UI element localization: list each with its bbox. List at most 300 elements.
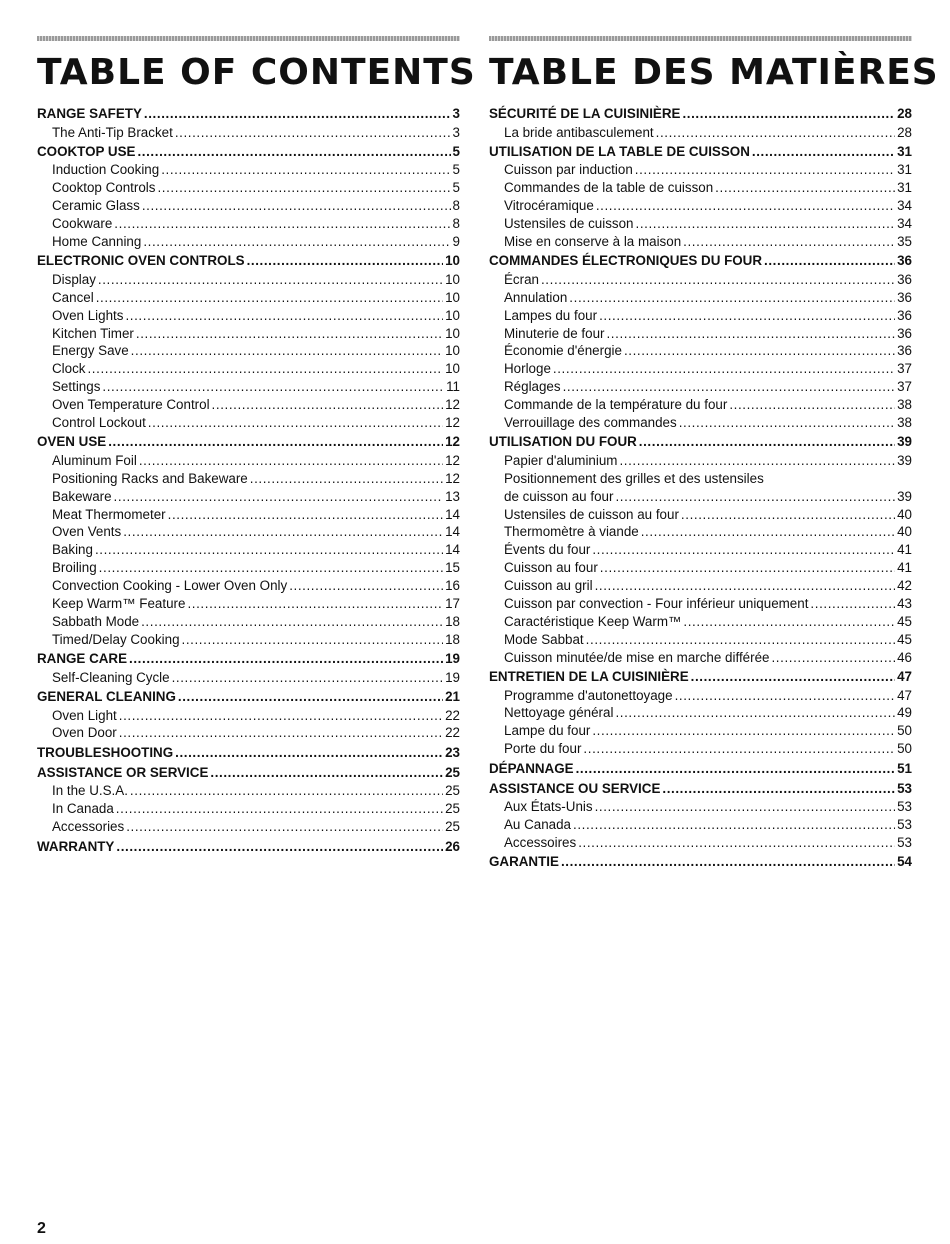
toc-entry-title: Mise en conserve à la maison: [504, 233, 682, 249]
toc-entry-title: Cuisson par induction: [504, 162, 633, 178]
toc-entry-title: Écran: [504, 271, 539, 287]
toc-entry-page: 26: [445, 838, 460, 854]
dot-leader: [729, 396, 895, 414]
toc-subsection-entry[interactable]: [489, 798, 912, 816]
toc-entry-page: 36: [897, 307, 912, 323]
toc-entry-title: Display: [52, 271, 96, 287]
toc-subsection-entry[interactable]: [489, 124, 912, 142]
toc-entry-page: 12: [445, 414, 460, 430]
toc-section-entry[interactable]: [489, 105, 912, 124]
toc-entry-title: Energy Save: [52, 343, 129, 359]
toc-entry-title: Cancel: [52, 289, 94, 305]
dot-leader: [578, 834, 895, 852]
toc-entry-page: 53: [897, 799, 912, 815]
toc-subsection-entry[interactable]: [37, 124, 460, 142]
dot-leader: [563, 378, 896, 396]
toc-entry-page: 45: [897, 631, 912, 647]
toc-entry-page: 8: [452, 216, 460, 232]
toc-section-entry[interactable]: [37, 105, 460, 124]
toc-entry-title: Cuisson minutée/de mise en marche différée: [504, 649, 770, 665]
toc-entry-page: 17: [445, 595, 460, 611]
toc-entry-page: 18: [445, 631, 460, 647]
toc-entry-title: Horloge: [504, 361, 551, 377]
dot-leader: [157, 179, 450, 197]
toc-subsection-entry[interactable]: [489, 631, 912, 649]
toc-entry-title: ASSISTANCE OR SERVICE: [37, 764, 209, 780]
toc-subsection-entry[interactable]: [489, 396, 912, 414]
toc-entry-title-continued: de cuisson au four: [504, 488, 614, 504]
toc-subsection-entry[interactable]: [37, 271, 460, 289]
toc-subsection-entry[interactable]: [489, 342, 912, 360]
dot-leader: [172, 669, 444, 687]
toc-entry-title: Settings: [52, 379, 101, 395]
dot-leader: [95, 541, 443, 559]
dot-leader: [606, 325, 895, 343]
english-toc-list: [37, 105, 460, 856]
toc-subsection-entry[interactable]: [37, 506, 460, 524]
toc-subsection-entry[interactable]: [37, 724, 460, 742]
toc-entry-title: Commande de la température du four: [504, 397, 728, 413]
toc-section-entry[interactable]: [489, 433, 912, 452]
toc-entry-title: Au Canada: [504, 817, 572, 832]
toc-subsection-entry[interactable]: [489, 360, 912, 378]
toc-subsection-entry[interactable]: [37, 414, 460, 432]
toc-subsection-entry[interactable]: [37, 342, 460, 360]
dot-leader: [187, 595, 443, 613]
toc-entry-page: 10: [445, 343, 460, 359]
dot-leader: [764, 252, 895, 270]
toc-section-entry[interactable]: [37, 838, 460, 857]
dot-leader: [639, 433, 895, 451]
toc-section-entry[interactable]: [37, 433, 460, 452]
toc-entry-title: Mode Sabbat: [504, 631, 584, 647]
toc-entry-page: 53: [897, 817, 912, 832]
toc-subsection-entry[interactable]: [37, 488, 460, 506]
dot-leader: [119, 707, 443, 725]
toc-entry-title: Minuterie de four: [504, 325, 605, 341]
dot-leader: [116, 838, 443, 856]
toc-subsection-entry[interactable]: [37, 818, 460, 836]
toc-section-entry[interactable]: [37, 143, 460, 162]
toc-entry-title: Meat Thermometer: [52, 506, 166, 522]
toc-entry-title: In Canada: [52, 801, 114, 817]
toc-entry-title: Cuisson au gril: [504, 578, 593, 594]
toc-subsection-entry[interactable]: [489, 523, 912, 541]
toc-entry-page: 12: [445, 397, 460, 413]
toc-subsection-entry[interactable]: [489, 325, 912, 343]
dot-leader: [114, 215, 450, 233]
toc-subsection-entry[interactable]: [37, 197, 460, 215]
toc-section-entry[interactable]: [489, 143, 912, 162]
dot-leader: [541, 271, 895, 289]
toc-entry-title: Annulation: [504, 289, 568, 305]
toc-subsection-entry[interactable]: [489, 649, 912, 667]
dot-leader: [178, 688, 443, 706]
dot-leader: [108, 433, 443, 451]
toc-entry-page: 39: [897, 452, 912, 468]
dot-leader: [182, 631, 444, 649]
toc-subsection-entry[interactable]: [489, 307, 912, 325]
toc-entry-title: UTILISATION DE LA TABLE DE CUISSON: [489, 143, 750, 159]
toc-entry-page: 35: [897, 233, 912, 249]
toc-entry-page: 40: [897, 524, 912, 540]
toc-entry-page: 12: [445, 452, 460, 468]
dot-leader: [130, 782, 443, 800]
toc-entry-title: Vitrocéramique: [504, 198, 594, 214]
dot-leader: [102, 378, 444, 396]
toc-entry-page: 49: [897, 705, 912, 721]
toc-entry-title: Programme d'autonettoyage: [504, 687, 673, 703]
toc-entry-page: 38: [897, 397, 912, 413]
toc-subsection-entry[interactable]: [37, 782, 460, 800]
toc-subsection-entry[interactable]: [37, 631, 460, 649]
toc-entry-page: 8: [452, 198, 460, 214]
dot-leader: [114, 488, 444, 506]
toc-entry-page: 31: [897, 143, 912, 159]
dot-leader: [98, 271, 443, 289]
toc-entry-page: 25: [445, 801, 460, 817]
toc-entry-title: TROUBLESHOOTING: [37, 744, 174, 760]
dot-leader: [141, 613, 443, 631]
toc-subsection-entry[interactable]: [489, 577, 912, 595]
toc-entry-page: 53: [897, 780, 912, 796]
toc-entry-title: Sabbath Mode: [52, 613, 140, 629]
dot-leader: [553, 360, 895, 378]
toc-section-entry[interactable]: [37, 744, 460, 763]
dot-leader: [595, 798, 896, 816]
toc-subsection-entry[interactable]: [489, 595, 912, 613]
toc-entry-title: Kitchen Timer: [52, 325, 134, 341]
toc-entry-page: 10: [445, 361, 460, 377]
toc-subsection-entry[interactable]: [37, 470, 460, 488]
toc-entry-title: Ustensiles de cuisson au four: [504, 506, 679, 522]
toc-entry-title: Convection Cooking - Lower Oven Only: [52, 578, 288, 594]
toc-subsection-entry[interactable]: [37, 378, 460, 396]
toc-entry-title: The Anti-Tip Bracket: [52, 124, 173, 140]
dot-leader: [99, 559, 443, 577]
dot-leader: [635, 161, 895, 179]
toc-section-entry[interactable]: [489, 668, 912, 687]
toc-entry-title: Accessoires: [504, 834, 577, 850]
dot-leader: [576, 760, 896, 778]
toc-subsection-entry[interactable]: [489, 722, 912, 740]
toc-subsection-entry[interactable]: [37, 613, 460, 631]
toc-subsection-entry[interactable]: [37, 396, 460, 414]
toc-subsection-entry[interactable]: [489, 271, 912, 289]
toc-subsection-entry[interactable]: [489, 197, 912, 215]
dot-leader: [137, 143, 450, 161]
toc-entry-title: GENERAL CLEANING: [37, 689, 176, 705]
toc-entry-title: In the U.S.A.: [52, 783, 128, 799]
toc-entry-page: 36: [897, 343, 912, 359]
dot-leader: [679, 414, 895, 432]
dot-leader: [641, 523, 895, 541]
toc-entry-page: 31: [897, 180, 912, 196]
toc-subsection-entry[interactable]: [37, 669, 460, 687]
toc-entry-title: Accessories: [52, 819, 125, 835]
toc-subsection-entry[interactable]: [37, 215, 460, 233]
toc-subsection-entry[interactable]: [37, 307, 460, 325]
toc-entry-page: 34: [897, 198, 912, 214]
toc-entry-page: 10: [445, 253, 460, 269]
toc-entry-page: 41: [897, 542, 912, 558]
toc-entry-title: SÉCURITÉ DE LA CUISINIÈRE: [489, 106, 681, 121]
toc-subsection-entry[interactable]: [37, 595, 460, 613]
toc-entry-page: 5: [452, 180, 460, 196]
dot-leader: [569, 289, 895, 307]
toc-entry-title: Cuisson au four: [504, 560, 598, 576]
toc-entry-page: 54: [897, 854, 912, 870]
toc-subsection-entry[interactable]: [37, 360, 460, 378]
dot-leader: [752, 143, 895, 161]
dot-leader: [683, 233, 895, 251]
toc-entry-title: Bakeware: [52, 488, 112, 504]
dot-leader: [123, 523, 443, 541]
toc-entry-title: UTILISATION DU FOUR: [489, 434, 637, 450]
toc-entry-page: 31: [897, 162, 912, 178]
toc-entry-title: Oven Temperature Control: [52, 397, 210, 413]
toc-entry-page: 25: [445, 764, 460, 780]
toc-section-entry[interactable]: [37, 764, 460, 783]
dot-leader: [586, 631, 895, 649]
toc-entry-title: Clock: [52, 361, 86, 377]
toc-entry-page: 36: [897, 271, 912, 287]
toc-subsection-entry[interactable]: [489, 233, 912, 251]
toc-subsection-entry[interactable]: [489, 740, 912, 758]
toc-entry-page: 3: [452, 106, 460, 121]
toc-entry-page: 19: [445, 651, 460, 667]
dot-leader: [212, 396, 444, 414]
toc-subsection-entry[interactable]: [37, 161, 460, 179]
dot-leader: [619, 452, 895, 470]
toc-entry-page: 14: [445, 524, 460, 540]
toc-entry-title: COMMANDES ÉLECTRONIQUES DU FOUR: [489, 253, 763, 269]
toc-entry-title: COOKTOP USE: [37, 143, 136, 159]
toc-subsection-entry[interactable]: [489, 704, 912, 722]
toc-subsection-entry[interactable]: [489, 834, 912, 852]
toc-entry-page: 22: [445, 707, 460, 723]
toc-subsection-entry[interactable]: [37, 289, 460, 307]
toc-entry-title: Thermomètre à viande: [504, 524, 639, 540]
dot-leader: [175, 124, 451, 142]
toc-entry-title: Broiling: [52, 560, 97, 576]
dot-leader: [250, 470, 443, 488]
toc-subsection-entry[interactable]: [489, 470, 912, 506]
dot-leader: [615, 488, 895, 506]
toc-subsection-entry[interactable]: [37, 800, 460, 818]
toc-entry-page: 19: [445, 669, 460, 685]
dot-leader: [143, 233, 450, 251]
dot-leader: [596, 197, 895, 215]
toc-section-entry[interactable]: [37, 650, 460, 669]
dot-leader: [96, 289, 443, 307]
toc-entry-title: Ustensiles de cuisson: [504, 216, 634, 232]
dot-leader: [87, 360, 443, 378]
dot-leader: [624, 342, 895, 360]
toc-entry-page: 21: [445, 689, 460, 705]
toc-entry-title: Control Lockout: [52, 414, 146, 430]
toc-entry-page: 39: [897, 488, 912, 504]
english-toc-column: [37, 36, 476, 856]
toc-entry-page: 18: [445, 613, 460, 629]
dot-leader: [129, 650, 443, 668]
toc-subsection-entry[interactable]: [37, 541, 460, 559]
dot-leader: [561, 853, 895, 871]
toc-entry-title: Verrouillage des commandes: [504, 414, 677, 430]
toc-entry-title: Cuisson par convection - Four inférieur uniquement: [504, 595, 809, 611]
dot-leader: [682, 105, 895, 123]
dot-leader: [683, 613, 895, 631]
toc-entry-page: 36: [897, 325, 912, 341]
toc-entry-title: Porte du four: [504, 741, 582, 757]
toc-entry-page: 10: [445, 325, 460, 341]
toc-entry-title: Réglages: [504, 379, 561, 395]
toc-entry-page: 15: [445, 560, 460, 576]
toc-entry-page: 3: [452, 124, 460, 140]
toc-entry-page: 53: [897, 834, 912, 850]
toc-entry-page: 47: [897, 687, 912, 703]
toc-subsection-entry[interactable]: [37, 233, 460, 251]
toc-entry-title: La bride antibasculement: [504, 124, 654, 140]
toc-entry-page: 22: [445, 725, 460, 741]
toc-section-entry[interactable]: [489, 252, 912, 271]
dot-leader: [583, 740, 895, 758]
toc-entry-page: 11: [446, 379, 460, 395]
toc-entry-title: Caractéristique Keep Warm™: [504, 613, 682, 629]
dot-leader: [595, 577, 896, 595]
toc-subsection-entry[interactable]: [37, 179, 460, 197]
toc-entry-page: 23: [445, 744, 460, 760]
toc-entry-title: Oven Vents: [52, 524, 122, 540]
toc-entry-page: 42: [897, 578, 912, 594]
top-rule: [489, 36, 912, 41]
dot-leader: [148, 414, 443, 432]
toc-subsection-entry[interactable]: [489, 378, 912, 396]
toc-section-entry[interactable]: [489, 853, 912, 872]
toc-entry-page: 43: [897, 595, 912, 611]
dot-leader: [615, 704, 895, 722]
toc-entry-page: 41: [897, 560, 912, 576]
dot-leader: [592, 722, 895, 740]
toc-entry-page: 37: [897, 379, 912, 395]
toc-entry-title: Économie d'énergie: [504, 343, 622, 359]
dot-leader: [139, 452, 443, 470]
toc-entry-title: Induction Cooking: [52, 162, 160, 178]
toc-subsection-entry[interactable]: [489, 452, 912, 470]
dot-leader: [771, 649, 895, 667]
toc-entry-page: 50: [897, 741, 912, 757]
toc-entry-title: Nettoyage général: [504, 705, 614, 721]
toc-entry-title: Positioning Racks and Bakeware: [52, 470, 248, 486]
toc-entry-page: 10: [445, 307, 460, 323]
toc-entry-title: ENTRETIEN DE LA CUISINIÈRE: [489, 669, 689, 685]
toc-entry-title: Oven Light: [52, 707, 117, 723]
dot-leader: [168, 506, 443, 524]
dot-leader: [125, 307, 443, 325]
toc-subsection-entry[interactable]: [37, 577, 460, 595]
toc-subsection-entry[interactable]: [37, 523, 460, 541]
toc-subsection-entry[interactable]: [37, 707, 460, 725]
dot-leader: [210, 764, 443, 782]
toc-section-entry[interactable]: [489, 780, 912, 799]
toc-entry-title: Ceramic Glass: [52, 198, 140, 214]
toc-subsection-entry[interactable]: [489, 541, 912, 559]
dot-leader: [681, 506, 895, 524]
toc-subsection-entry[interactable]: [489, 161, 912, 179]
dot-leader: [131, 342, 443, 360]
toc-entry-page: 34: [897, 216, 912, 232]
toc-entry-page: 39: [897, 434, 912, 450]
toc-section-entry[interactable]: [37, 688, 460, 707]
toc-entry-page: 10: [445, 289, 460, 305]
toc-entry-title: Lampes du four: [504, 307, 598, 323]
toc-entry-title: Oven Lights: [52, 307, 124, 323]
toc-entry-page: 12: [445, 470, 460, 486]
toc-entry-title: ASSISTANCE OU SERVICE: [489, 780, 661, 796]
top-rule: [37, 36, 460, 41]
dot-leader: [161, 161, 450, 179]
toc-entry-page: 36: [897, 253, 912, 269]
dot-leader: [656, 124, 895, 142]
toc-entry-page: 25: [445, 819, 460, 835]
toc-entry-title: Lampe du four: [504, 723, 591, 739]
toc-entry-title: ELECTRONIC OVEN CONTROLS: [37, 253, 245, 269]
toc-entry-title: RANGE SAFETY: [37, 106, 142, 121]
dot-leader: [247, 252, 444, 270]
toc-entry-page: 9: [452, 233, 460, 249]
toc-entry-page: 50: [897, 723, 912, 739]
dot-leader: [675, 687, 896, 705]
toc-entry-title: WARRANTY: [37, 838, 115, 854]
toc-section-entry[interactable]: [489, 760, 912, 779]
toc-subsection-entry[interactable]: [37, 325, 460, 343]
toc-entry-page: 5: [452, 143, 460, 159]
toc-subsection-entry[interactable]: [37, 559, 460, 577]
toc-entry-title: Cooktop Controls: [52, 180, 156, 196]
toc-entry-title: Timed/Delay Cooking: [52, 631, 180, 647]
toc-subsection-entry[interactable]: [489, 559, 912, 577]
dot-leader: [636, 215, 896, 233]
toc-entry-title: Keep Warm™ Feature: [52, 595, 186, 611]
toc-entry-page: 5: [452, 162, 460, 178]
toc-entry-title: Aluminum Foil: [52, 452, 137, 468]
toc-subsection-entry[interactable]: [489, 816, 912, 834]
toc-entry-title: Home Canning: [52, 233, 142, 249]
toc-entry-title: Cookware: [52, 216, 113, 232]
french-toc-heading: TABLE DES MATIÈRES: [489, 52, 939, 93]
toc-entry-page: 46: [897, 649, 912, 665]
toc-subsection-entry[interactable]: [37, 452, 460, 470]
dot-leader: [144, 105, 451, 123]
toc-subsection-entry[interactable]: [489, 414, 912, 432]
dot-leader: [592, 541, 895, 559]
toc-subsection-entry[interactable]: [489, 613, 912, 631]
dot-leader: [715, 179, 895, 197]
toc-subsection-entry[interactable]: [489, 687, 912, 705]
toc-entry-page: 47: [897, 669, 912, 685]
toc-subsection-entry[interactable]: [489, 506, 912, 524]
dot-leader: [142, 197, 451, 215]
toc-subsection-entry[interactable]: [489, 215, 912, 233]
toc-subsection-entry[interactable]: [489, 289, 912, 307]
toc-entry-page: 14: [445, 542, 460, 558]
dot-leader: [136, 325, 443, 343]
toc-entry-title: Commandes de la table de cuisson: [504, 180, 714, 196]
toc-subsection-entry[interactable]: [489, 179, 912, 197]
toc-section-entry[interactable]: [37, 252, 460, 271]
toc-entry-title: GARANTIE: [489, 854, 559, 870]
english-toc-heading: TABLE OF CONTENTS: [37, 52, 476, 93]
